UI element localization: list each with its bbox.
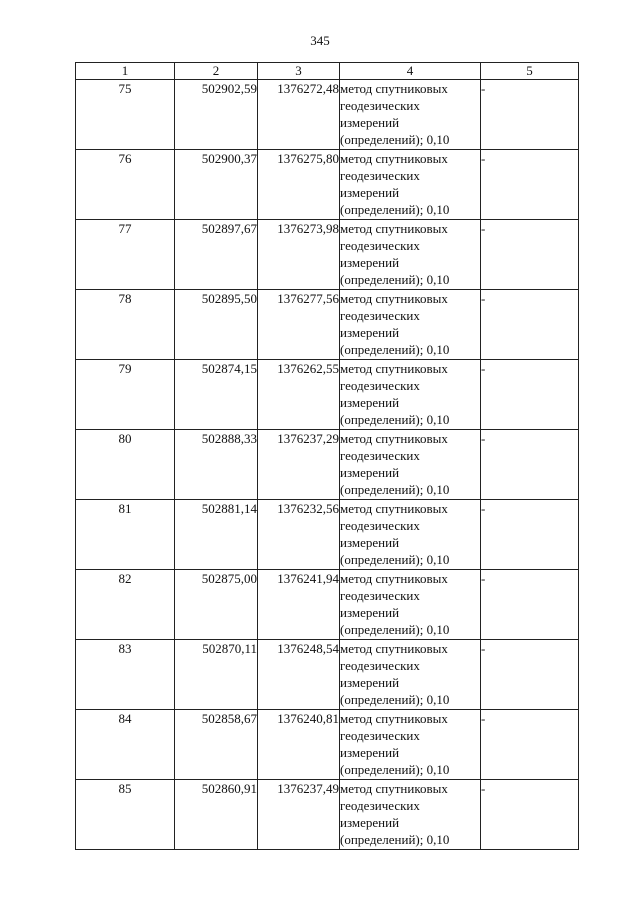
method-line: геодезических — [340, 658, 420, 673]
y-coordinate-cell: 1376275,80 — [258, 150, 340, 220]
method-line: геодезических — [340, 308, 420, 323]
method-line: (определений); 0,10 — [340, 132, 450, 147]
x-coordinate-cell: 502895,50 — [175, 290, 258, 360]
x-coordinate-cell: 502870,11 — [175, 640, 258, 710]
method-cell — [340, 150, 481, 220]
method-line: измерений — [340, 115, 400, 130]
method-line: (определений); 0,10 — [340, 552, 450, 567]
method-line: измерений — [340, 325, 400, 340]
method-line: измерений — [340, 745, 400, 760]
point-number-cell: 78 — [76, 290, 175, 360]
y-coordinate-cell: 1376237,49 — [258, 780, 340, 850]
method-cell — [340, 780, 481, 850]
point-number-cell: 77 — [76, 220, 175, 290]
method-line: метод спутниковых — [340, 501, 448, 516]
method-line: измерений — [340, 395, 400, 410]
note-cell: - — [481, 290, 579, 360]
method-line: измерений — [340, 465, 400, 480]
method-line: (определений); 0,10 — [340, 832, 450, 847]
method-line: (определений); 0,10 — [340, 622, 450, 637]
y-coordinate-cell: 1376273,98 — [258, 220, 340, 290]
method-line: геодезических — [340, 238, 420, 253]
page-number: 345 — [310, 33, 330, 48]
note-cell: - — [481, 80, 579, 150]
x-coordinate-cell: 502900,37 — [175, 150, 258, 220]
method-line: измерений — [340, 255, 400, 270]
method-line: геодезических — [340, 798, 420, 813]
table-body — [76, 80, 579, 850]
y-coordinate-cell: 1376232,56 — [258, 500, 340, 570]
method-line: геодезических — [340, 448, 420, 463]
point-number-cell: 82 — [76, 570, 175, 640]
method-line: метод спутниковых — [340, 221, 448, 236]
header-col-4: 4 — [340, 63, 481, 80]
x-coordinate-cell: 502875,00 — [175, 570, 258, 640]
method-line: (определений); 0,10 — [340, 762, 450, 777]
note-cell: - — [481, 500, 579, 570]
method-line: измерений — [340, 675, 400, 690]
method-line: геодезических — [340, 378, 420, 393]
table-row — [76, 640, 579, 710]
method-line: измерений — [340, 535, 400, 550]
point-number-cell: 76 — [76, 150, 175, 220]
method-line: измерений — [340, 185, 400, 200]
note-cell: - — [481, 780, 579, 850]
method-line: метод спутниковых — [340, 711, 448, 726]
method-line: измерений — [340, 605, 400, 620]
method-line: измерений — [340, 815, 400, 830]
method-line: (определений); 0,10 — [340, 272, 450, 287]
method-line: метод спутниковых — [340, 781, 448, 796]
method-line: метод спутниковых — [340, 361, 448, 376]
y-coordinate-cell: 1376237,29 — [258, 430, 340, 500]
x-coordinate-cell: 502902,59 — [175, 80, 258, 150]
method-cell — [340, 80, 481, 150]
point-number-cell: 84 — [76, 710, 175, 780]
x-coordinate-cell: 502874,15 — [175, 360, 258, 430]
coordinates-table — [75, 62, 579, 850]
y-coordinate-cell: 1376240,81 — [258, 710, 340, 780]
y-coordinate-cell: 1376262,55 — [258, 360, 340, 430]
method-line: геодезических — [340, 98, 420, 113]
header-row — [76, 63, 579, 80]
method-line: (определений); 0,10 — [340, 202, 450, 217]
x-coordinate-cell: 502888,33 — [175, 430, 258, 500]
header-col-3: 3 — [258, 63, 340, 80]
table-row — [76, 360, 579, 430]
method-cell — [340, 500, 481, 570]
table-row — [76, 220, 579, 290]
table-row — [76, 80, 579, 150]
y-coordinate-cell: 1376241,94 — [258, 570, 340, 640]
method-line: геодезических — [340, 168, 420, 183]
note-cell: - — [481, 570, 579, 640]
x-coordinate-cell: 502860,91 — [175, 780, 258, 850]
note-cell: - — [481, 150, 579, 220]
method-line: (определений); 0,10 — [340, 692, 450, 707]
method-line: геодезических — [340, 728, 420, 743]
header-col-2: 2 — [175, 63, 258, 80]
table-row — [76, 710, 579, 780]
header-col-1: 1 — [76, 63, 175, 80]
point-number-cell: 80 — [76, 430, 175, 500]
method-cell — [340, 710, 481, 780]
x-coordinate-cell: 502881,14 — [175, 500, 258, 570]
method-line: геодезических — [340, 518, 420, 533]
method-cell — [340, 570, 481, 640]
method-line: геодезических — [340, 588, 420, 603]
method-line: (определений); 0,10 — [340, 482, 450, 497]
method-line: метод спутниковых — [340, 81, 448, 96]
method-cell — [340, 640, 481, 710]
point-number-cell: 85 — [76, 780, 175, 850]
table-row — [76, 780, 579, 850]
note-cell: - — [481, 220, 579, 290]
method-line: метод спутниковых — [340, 571, 448, 586]
table-row — [76, 290, 579, 360]
method-cell — [340, 360, 481, 430]
method-line: метод спутниковых — [340, 431, 448, 446]
table-row — [76, 150, 579, 220]
table-header — [76, 63, 579, 80]
method-line: метод спутниковых — [340, 151, 448, 166]
method-cell — [340, 290, 481, 360]
table-row — [76, 570, 579, 640]
table-row — [76, 430, 579, 500]
note-cell: - — [481, 430, 579, 500]
note-cell: - — [481, 710, 579, 780]
method-line: метод спутниковых — [340, 641, 448, 656]
y-coordinate-cell: 1376272,48 — [258, 80, 340, 150]
note-cell: - — [481, 360, 579, 430]
point-number-cell: 83 — [76, 640, 175, 710]
method-line: (определений); 0,10 — [340, 412, 450, 427]
method-cell — [340, 220, 481, 290]
x-coordinate-cell: 502858,67 — [175, 710, 258, 780]
method-cell — [340, 430, 481, 500]
point-number-cell: 75 — [76, 80, 175, 150]
table-row — [76, 500, 579, 570]
method-line: (определений); 0,10 — [340, 342, 450, 357]
x-coordinate-cell: 502897,67 — [175, 220, 258, 290]
note-cell: - — [481, 640, 579, 710]
method-line: метод спутниковых — [340, 291, 448, 306]
y-coordinate-cell: 1376248,54 — [258, 640, 340, 710]
y-coordinate-cell: 1376277,56 — [258, 290, 340, 360]
header-col-5: 5 — [481, 63, 579, 80]
point-number-cell: 79 — [76, 360, 175, 430]
point-number-cell: 81 — [76, 500, 175, 570]
